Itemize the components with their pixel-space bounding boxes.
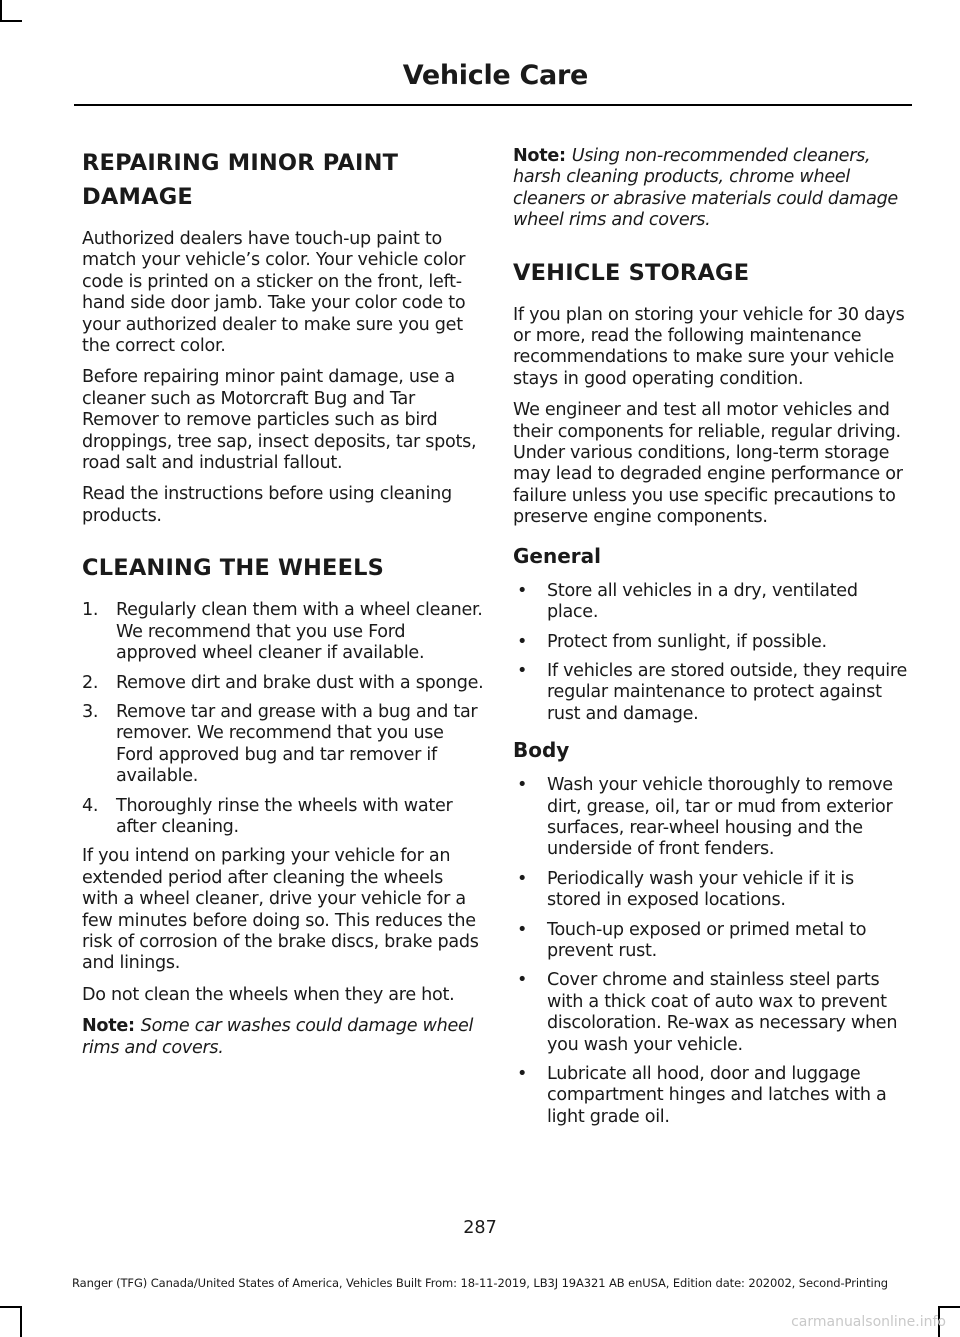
list-item	[513, 775, 908, 861]
note-cleaners	[513, 146, 908, 232]
subheading-body: Body	[513, 738, 570, 763]
step-text: Remove dirt and brake dust with a sponge.	[116, 672, 484, 693]
list-item	[82, 600, 484, 664]
item-text: Protect from sunlight, if possible.	[547, 631, 827, 652]
list-item	[82, 702, 484, 788]
item-text: Lubricate all hood, door and luggage compartment hinges and latches with a light grade oil.	[547, 1064, 887, 1127]
paragraph: Do not clean the wheels when they are hot.	[82, 984, 455, 1005]
bullet: •	[517, 919, 528, 940]
bullet: •	[517, 775, 528, 796]
bullet: •	[517, 1064, 528, 1084]
bullet: •	[517, 970, 528, 991]
list-item	[513, 920, 908, 963]
list-item	[513, 869, 908, 912]
paragraph: We engineer and test all motor vehicles and their components for reliable, regular driving. Under various conditions, long-term storage may lead to degraded engine performance or failure unless you use specific precautions to preserve engine components.	[513, 400, 903, 528]
body-list	[513, 775, 908, 1128]
list-item	[513, 661, 908, 725]
crop-mark-top-left	[0, 0, 2, 22]
step-text: Remove tar and grease with a bug and tar remover. We recommend that you use Ford approved bug and tar remover if available.	[116, 701, 478, 787]
note-text: Using non-recommended cleaners, harsh cleaning products, chrome wheel cleaners or abrasive materials could damage wheel rims and covers.	[513, 146, 898, 231]
note-label: Note:	[82, 1016, 135, 1037]
bullet: •	[517, 631, 528, 652]
item-text: Periodically wash your vehicle if it is stored in exposed locations.	[547, 868, 854, 911]
footer-edition-info: Ranger (TFG) Canada/United States of America, Vehicles Built From: 18-11-2019, LB3J 19A321 AB enUSA, Edition date: 202002, Second-Printing	[71, 1276, 888, 1290]
step-number: 2.	[82, 672, 99, 693]
crop-mark-top-left-h	[0, 20, 22, 22]
step-number: 4.	[82, 795, 99, 816]
step-number: 1.	[82, 600, 99, 621]
paragraph: If you plan on storing your vehicle for 30 days or more, read the following maintenance recommendations to make sure your vehicle stays in good operating condition.	[513, 304, 905, 389]
bullet: •	[517, 868, 528, 889]
crop-mark-bottom-left	[0, 1306, 22, 1308]
item-text: Touch-up exposed or primed metal to prevent rust.	[547, 919, 867, 961]
heading-repairing-paint: REPAIRING MINOR PAINT DAMAGE	[82, 150, 399, 210]
general-list	[513, 581, 908, 725]
step-text: Regularly clean them with a wheel cleaner. We recommend that you use Ford approved wheel cleaner if available.	[116, 600, 483, 664]
watermark: carmanualsonline.info	[791, 1314, 946, 1330]
header-rule	[74, 104, 912, 106]
bullet: •	[517, 660, 528, 681]
note-text: Some car washes could damage wheel rims and covers.	[82, 1016, 474, 1058]
crop-mark-bottom-right	[938, 1306, 960, 1308]
page-number: 287	[463, 1218, 497, 1238]
paragraph: Before repairing minor paint damage, use a cleaner such as Motorcraft Bug and Tar Remover to remove particles such as bird droppings, tree sap, insect deposits, tar spots, road salt and industrial fallout.	[82, 367, 477, 474]
item-text: Wash your vehicle thoroughly to remove dirt, grease, oil, tar or mud from exterior surfaces, rear-wheel housing and the underside of front fenders.	[547, 775, 893, 860]
heading-cleaning-wheels: CLEANING THE WHEELS	[82, 555, 385, 582]
list-item	[82, 796, 484, 839]
step-number: 3.	[82, 701, 99, 722]
paragraph: If you intend on parking your vehicle for an extended period after cleaning the wheels with a wheel cleaner, drive your vehicle for a few minutes before doing so. This reduces the risk of corrosion of the brake discs, brake pads and linings.	[82, 846, 479, 974]
paragraph: Read the instructions before using cleaning products.	[82, 484, 452, 526]
page-header-title: Vehicle Care	[402, 60, 588, 91]
list-item	[513, 632, 908, 653]
heading-vehicle-storage: VEHICLE STORAGE	[513, 259, 750, 286]
left-column	[82, 146, 484, 1069]
crop-mark-bottom-left-v	[20, 1306, 22, 1337]
note-label: Note:	[513, 146, 566, 166]
list-item	[82, 673, 484, 694]
paragraph: Authorized dealers have touch-up paint to match your vehicle’s color. Your vehicle color code is printed on a sticker on the front, left-hand side door jamb. Take your color code to your authorized dealer to make sure you get the correct color.	[82, 229, 466, 357]
note-car-washes	[82, 1016, 484, 1059]
bullet: •	[517, 580, 528, 601]
item-text: Cover chrome and stainless steel parts with a thick coat of auto wax to prevent discoloration. Re-wax as necessary when you wash your vehicle.	[547, 970, 898, 1055]
subheading-general: General	[513, 543, 601, 568]
wheel-steps-list	[82, 600, 484, 838]
list-item	[513, 581, 908, 624]
list-item	[513, 1064, 908, 1128]
right-column	[513, 146, 908, 1136]
list-item	[513, 970, 908, 1056]
step-text: Thoroughly rinse the wheels with water after cleaning.	[116, 795, 453, 837]
item-text: If vehicles are stored outside, they require regular maintenance to protect against rust and damage.	[547, 660, 907, 724]
item-text: Store all vehicles in a dry, ventilated place.	[547, 580, 858, 623]
